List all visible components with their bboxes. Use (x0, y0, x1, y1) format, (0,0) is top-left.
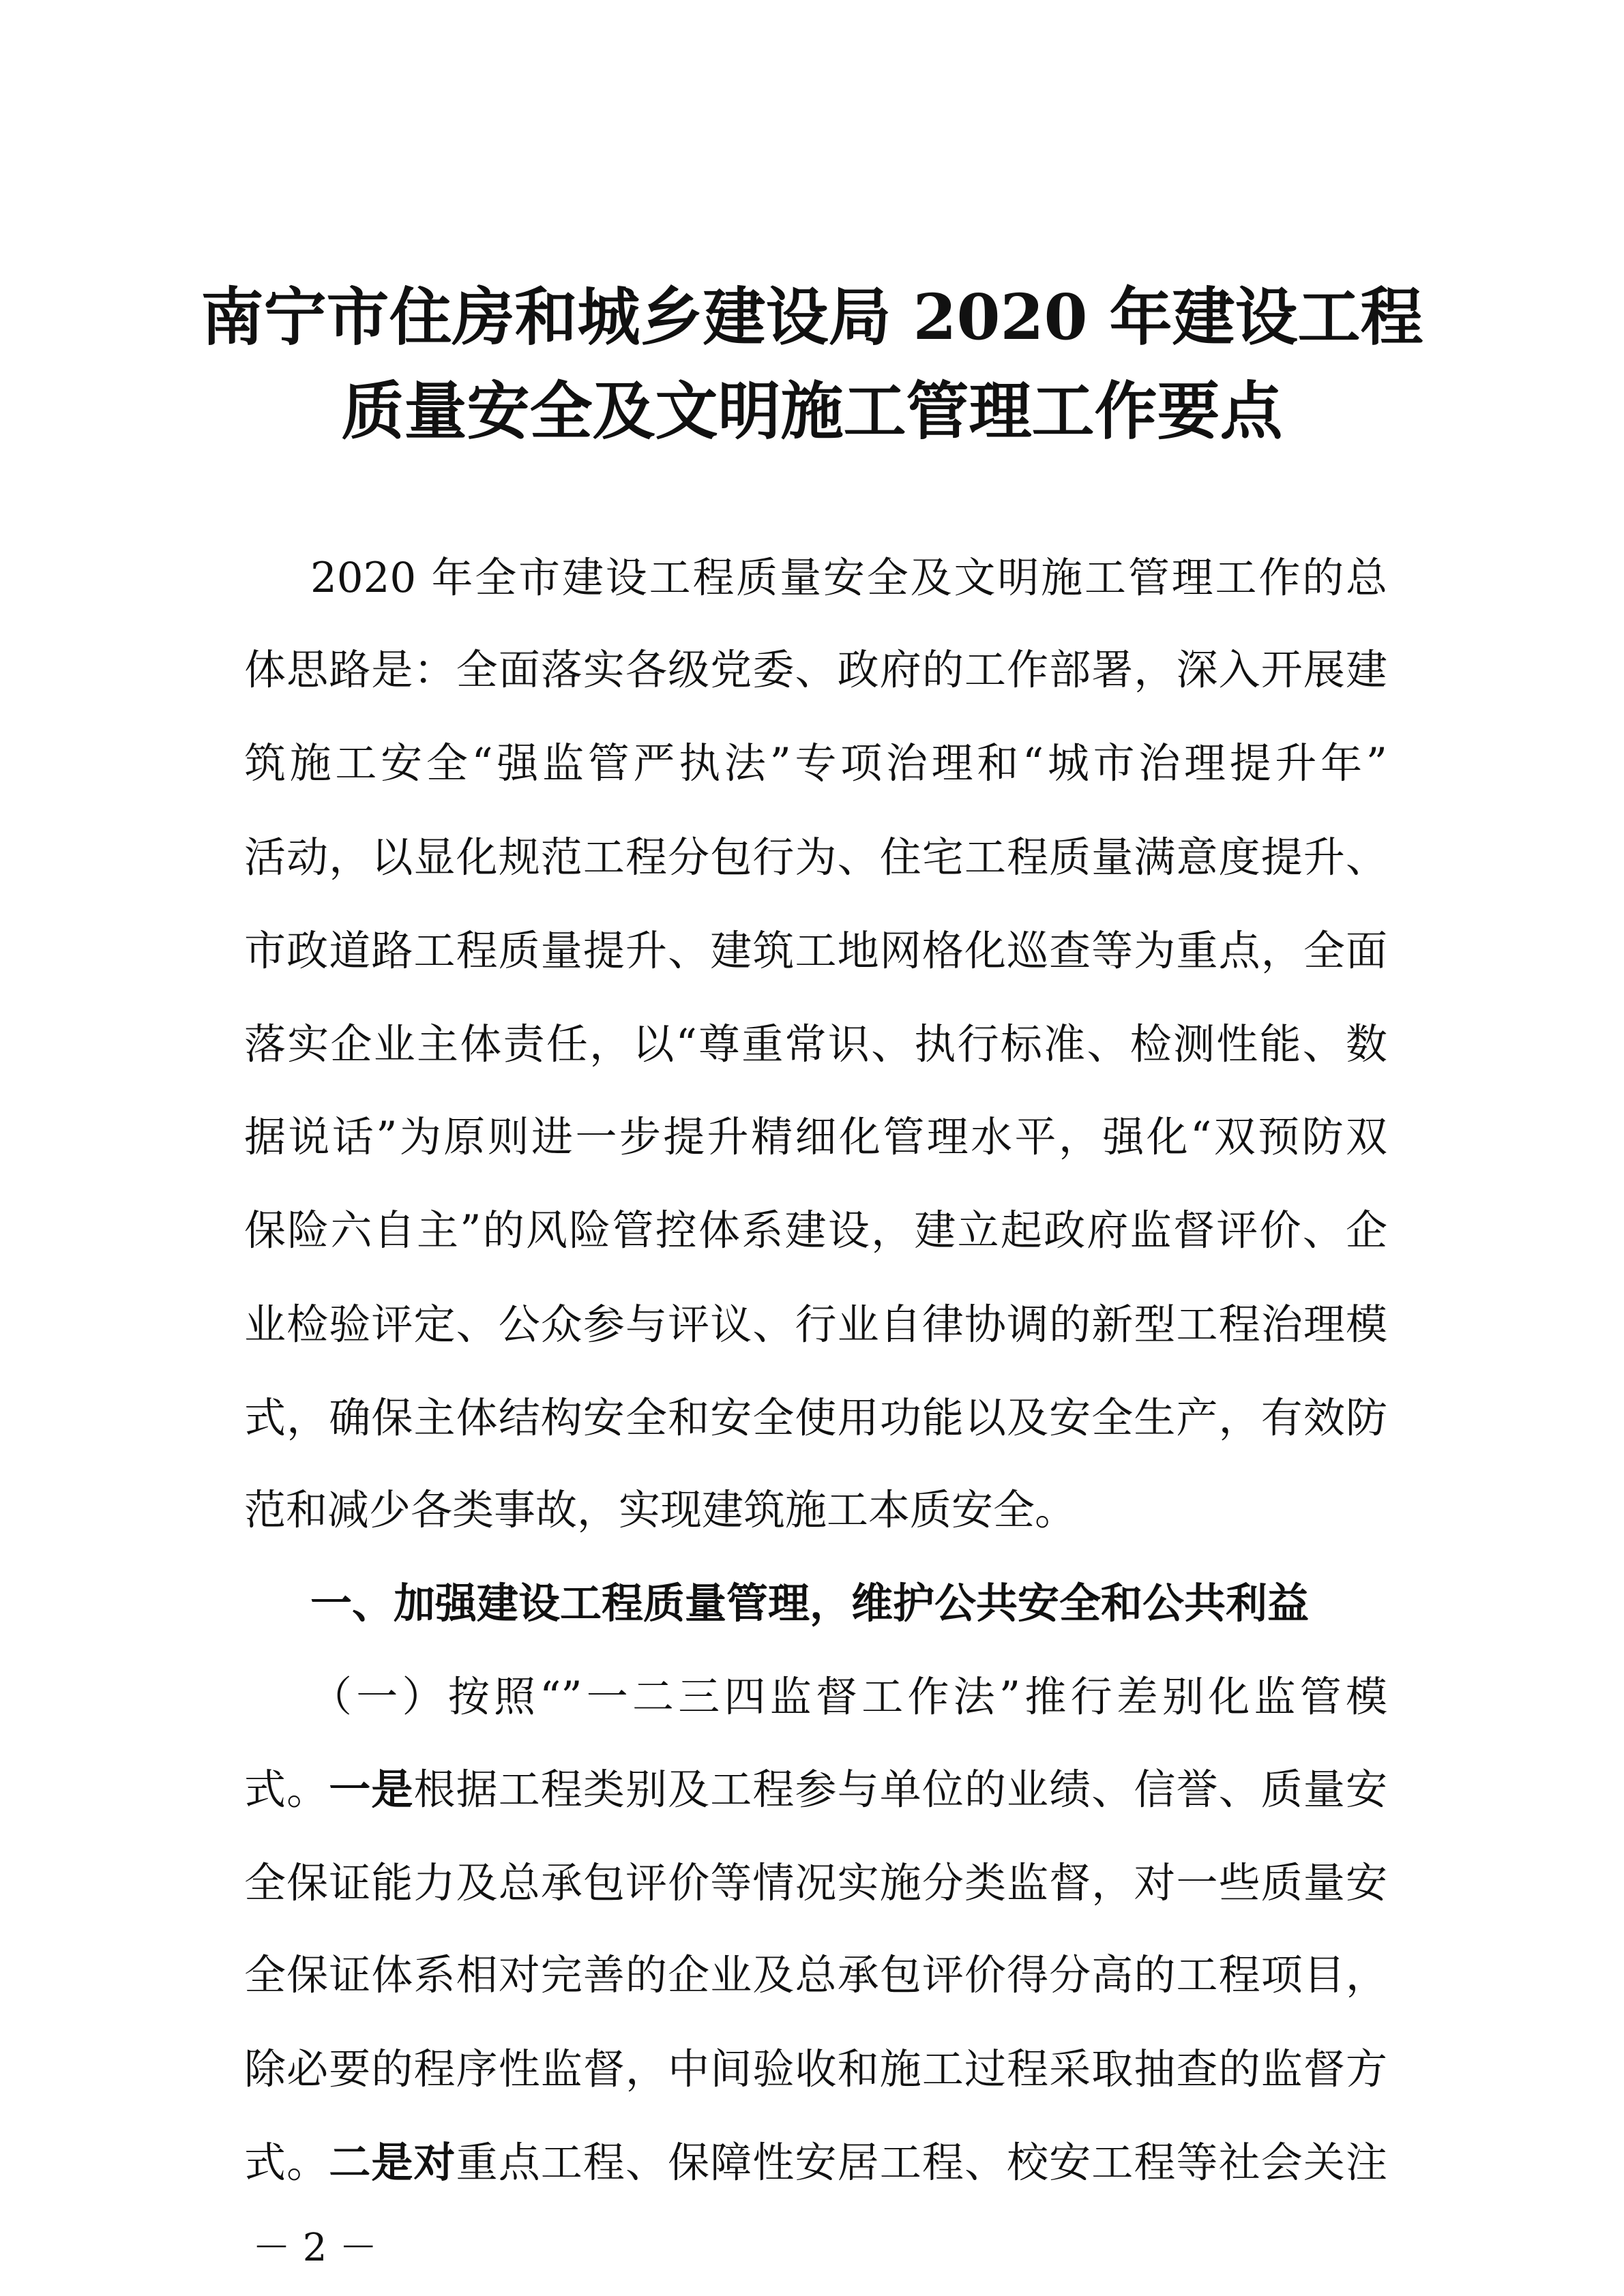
text-run: 根据工程类别及工程参与单位的业绩、信誉、质量安 (413, 1765, 1387, 1814)
paragraph-line: 除必要的程序性监督，中间验收和施工过程采取抽查的监督方 (244, 2045, 1387, 2093)
text-run: 式。 (244, 2138, 329, 2187)
document-title-line-1: 南宁市住房和城乡建设局 2020 年建设工程 (201, 280, 1423, 354)
paragraph-line-mixed (244, 2136, 1387, 2190)
subsection-heading-line: （一）按照“”一二三四监督工作法”推行差别化监管模 (310, 1673, 1387, 1721)
paragraph-line: 体思路是：全面落实各级党委、政府的工作部署，深入开展建 (244, 646, 1387, 694)
paragraph-line: 范和减少各类事故，实现建筑施工本质安全。 (244, 1486, 1077, 1534)
paragraph-line: 保险六自主”的风险管控体系建设，建立起政府监督评价、企 (244, 1206, 1387, 1255)
paragraph-line: 2020 年全市建设工程质量安全及文明施工管理工作的总 (310, 554, 1387, 602)
text-run: 式。 (244, 1765, 329, 1814)
page-number: － 2 － (252, 2226, 378, 2270)
paragraph-line: 式，确保主体结构安全和安全使用功能以及安全生产，有效防 (244, 1394, 1387, 1442)
paragraph-line: 据说话”为原则进一步提升精细化管理水平，强化“双预防双 (244, 1113, 1387, 1161)
emphasis-text: 一是 (329, 1765, 414, 1814)
paragraph-line: 全保证能力及总承包评价等情况实施分类监督，对一些质量安 (244, 1859, 1387, 1907)
paragraph-line: 业检验评定、公众参与评议、行业自律协调的新型工程治理模 (244, 1300, 1387, 1349)
paragraph-line: 落实企业主体责任，以“尊重常识、执行标准、检测性能、数 (244, 1020, 1387, 1069)
text-run: 重点工程、保障性安居工程、校安工程等社会关注 (456, 2138, 1387, 2187)
document-title-line-2: 质量安全及文明施工管理工作要点 (341, 374, 1283, 448)
paragraph-line: 活动，以显化规范工程分包行为、住宅工程质量满意度提升、 (244, 833, 1387, 882)
paragraph-line: 市政道路工程质量提升、建筑工地网格化巡查等为重点，全面 (244, 927, 1387, 975)
section-heading: 一、加强建设工程质量管理，维护公共安全和公共利益 (310, 1579, 1310, 1628)
paragraph-line-mixed (244, 1763, 1387, 1817)
paragraph-line: 筑施工安全“强监管严执法”专项治理和“城市治理提升年” (244, 739, 1387, 788)
paragraph-line: 全保证体系相对完善的企业及总承包评价得分高的工程项目， (244, 1951, 1387, 1999)
emphasis-text: 二是对 (329, 2138, 456, 2187)
